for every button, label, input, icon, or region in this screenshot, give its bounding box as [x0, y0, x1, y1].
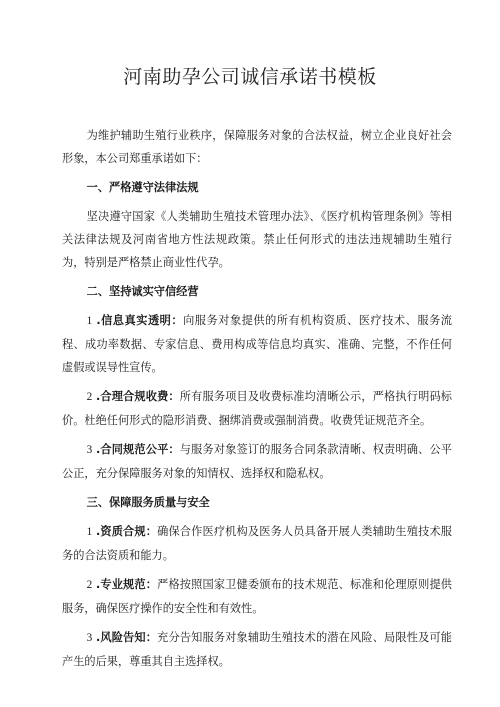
item-number: 1 — [86, 526, 93, 538]
section-heading-3: 三、保障服务质量与安全 — [86, 496, 210, 509]
section-heading-1: 一、严格遵守法律法规 — [86, 181, 199, 194]
item-term: .合理合规收费： — [95, 390, 180, 403]
item-text: 确保合作医疗机构及医务人员具备开展人类辅助生殖技术服务的合法资质和能力。 — [62, 525, 452, 562]
item-number: 3 — [86, 444, 93, 456]
list-item — [62, 385, 452, 432]
list-item — [62, 626, 452, 673]
item-number: 3 — [86, 632, 93, 644]
list-item — [62, 520, 452, 567]
list-item — [62, 573, 452, 620]
item-term: .风险告知： — [95, 631, 158, 644]
item-text: 与服务对象签订的服务合同条款清晰、权责明确、公平公正，充分保障服务对象的知情权、选择权和隐私权。 — [62, 443, 452, 480]
item-number: 1 — [86, 315, 93, 327]
section-1-paragraph: 坚决遵守国家《人类辅助生殖技术管理办法》、《医疗机构管理条例》等相关法律法规及河南省地方性法规政策。禁止任何形式的违法违规辅助生殖行为，特别是严格禁止商业性代孕。 — [62, 210, 452, 269]
item-term: .专业规范： — [95, 578, 158, 591]
list-item — [62, 438, 452, 485]
list-item — [62, 309, 452, 379]
item-text: 严格按照国家卫健委颁布的技术规范、标准和伦理原则提供服务，确保医疗操作的安全性和有效性。 — [62, 578, 452, 615]
item-term: .信息真实透明： — [96, 314, 184, 327]
item-term: .合同规范公平： — [95, 443, 180, 456]
item-number: 2 — [86, 579, 93, 591]
section-heading-2: 二、坚持诚实守信经营 — [86, 285, 199, 298]
document-title: 河南助孕公司诚信承诺书模板 — [123, 66, 377, 88]
item-text: 充分告知服务对象辅助生殖技术的潜在风险、局限性及可能产生的后果，尊重其自主选择权。 — [62, 631, 452, 668]
item-text: 向服务对象提供的所有机构资质、医疗技术、服务流程、成功率数据、专家信息、费用构成等信息均真实、准确、完整，不作任何虚假或误导性宣传。 — [62, 314, 452, 374]
item-term: .资质合规： — [95, 525, 158, 538]
item-text: 所有服务项目及收费标准均清晰公示，严格执行明码标价。杜绝任何形式的隐形消费、捆绑消费或强制消费。收费凭证规范齐全。 — [62, 390, 452, 427]
document-body — [62, 124, 452, 679]
intro-paragraph: 为维护辅助生殖行业秩序，保障服务对象的合法权益，树立企业良好社会形象，本公司郑重承诺如下： — [62, 129, 452, 165]
item-number: 2 — [86, 391, 93, 403]
